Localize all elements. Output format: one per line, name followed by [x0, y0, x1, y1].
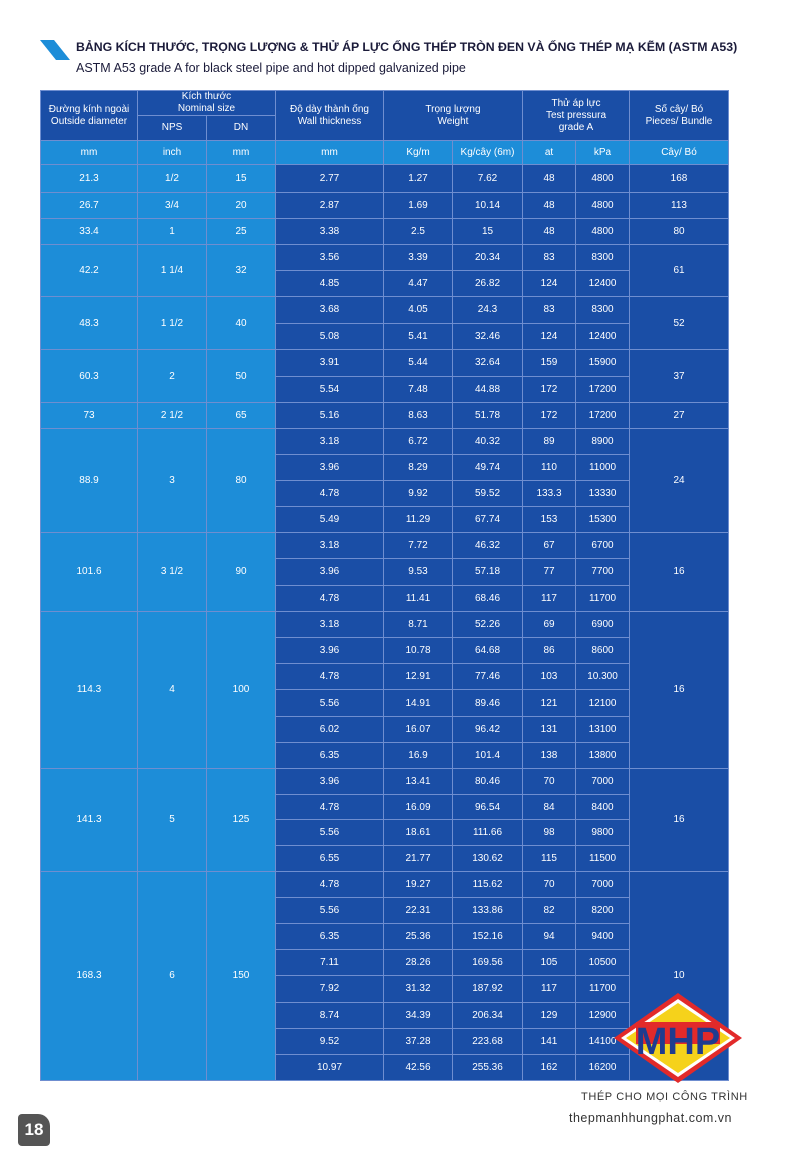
- pressure-at-cell: 48: [523, 193, 576, 219]
- weight-kg-m-cell: 16.09: [384, 794, 453, 820]
- dn-cell: 150: [207, 871, 276, 1080]
- weight-kg-piece-cell: 169.56: [453, 950, 523, 976]
- nps-cell: 3: [138, 429, 207, 533]
- pressure-at-cell: 110: [523, 455, 576, 481]
- wall-thickness-cell: 6.55: [276, 846, 384, 872]
- header-dn: DN: [207, 116, 276, 141]
- wall-thickness-cell: 3.96: [276, 638, 384, 664]
- pressure-at-cell: 124: [523, 271, 576, 297]
- wall-thickness-cell: 4.85: [276, 271, 384, 297]
- weight-kg-piece-cell: 89.46: [453, 690, 523, 716]
- table-row: [41, 403, 729, 429]
- table-row: [41, 871, 729, 897]
- pressure-at-cell: 117: [523, 585, 576, 611]
- wall-thickness-cell: 7.11: [276, 950, 384, 976]
- weight-kg-piece-cell: 77.46: [453, 664, 523, 690]
- nps-cell: 2 1/2: [138, 403, 207, 429]
- pressure-at-cell: 105: [523, 950, 576, 976]
- wall-thickness-cell: 3.18: [276, 429, 384, 455]
- table-row: [41, 165, 729, 193]
- weight-kg-m-cell: 4.47: [384, 271, 453, 297]
- weight-kg-piece-cell: 130.62: [453, 846, 523, 872]
- pressure-kpa-cell: 8300: [576, 245, 630, 271]
- weight-kg-piece-cell: 206.34: [453, 1002, 523, 1028]
- weight-kg-piece-cell: 80.46: [453, 768, 523, 794]
- wall-thickness-cell: 3.38: [276, 219, 384, 245]
- pressure-at-cell: 82: [523, 898, 576, 924]
- header-test-pressure: Thử áp lực Test pressura grade A: [523, 91, 630, 141]
- dn-cell: 15: [207, 165, 276, 193]
- weight-kg-m-cell: 14.91: [384, 690, 453, 716]
- weight-kg-piece-cell: 115.62: [453, 871, 523, 897]
- pressure-kpa-cell: 8400: [576, 794, 630, 820]
- wall-thickness-cell: 5.49: [276, 507, 384, 533]
- weight-kg-m-cell: 31.32: [384, 976, 453, 1002]
- unit-cell: inch: [138, 141, 207, 165]
- weight-kg-m-cell: 13.41: [384, 768, 453, 794]
- pressure-kpa-cell: 15300: [576, 507, 630, 533]
- weight-kg-m-cell: 37.28: [384, 1028, 453, 1054]
- mhp-logo: [614, 993, 742, 1083]
- weight-kg-m-cell: 10.78: [384, 638, 453, 664]
- page-number: 18: [18, 1114, 50, 1146]
- table-row: [41, 193, 729, 219]
- pressure-kpa-cell: 7700: [576, 559, 630, 585]
- pressure-kpa-cell: 8900: [576, 429, 630, 455]
- outside-diameter-cell: 141.3: [41, 768, 138, 871]
- weight-kg-m-cell: 8.29: [384, 455, 453, 481]
- wall-thickness-cell: 9.52: [276, 1028, 384, 1054]
- pressure-kpa-cell: 17200: [576, 403, 630, 429]
- pressure-at-cell: 83: [523, 297, 576, 324]
- weight-kg-m-cell: 16.9: [384, 742, 453, 768]
- outside-diameter-cell: 33.4: [41, 219, 138, 245]
- weight-kg-piece-cell: 44.88: [453, 376, 523, 403]
- weight-kg-piece-cell: 26.82: [453, 271, 523, 297]
- weight-kg-m-cell: 12.91: [384, 664, 453, 690]
- wall-thickness-cell: 3.96: [276, 559, 384, 585]
- wall-thickness-cell: 5.56: [276, 898, 384, 924]
- pressure-kpa-cell: 11500: [576, 846, 630, 872]
- pressure-kpa-cell: 10500: [576, 950, 630, 976]
- pieces-bundle-cell: 52: [630, 297, 729, 350]
- pressure-at-cell: 159: [523, 350, 576, 377]
- wall-thickness-cell: 3.68: [276, 297, 384, 324]
- weight-kg-piece-cell: 64.68: [453, 638, 523, 664]
- weight-kg-m-cell: 5.41: [384, 323, 453, 350]
- weight-kg-piece-cell: 101.4: [453, 742, 523, 768]
- pressure-kpa-cell: 12400: [576, 323, 630, 350]
- dn-cell: 25: [207, 219, 276, 245]
- wall-thickness-cell: 5.16: [276, 403, 384, 429]
- table-row: [41, 533, 729, 559]
- weight-kg-m-cell: 16.07: [384, 716, 453, 742]
- wall-thickness-cell: 2.77: [276, 165, 384, 193]
- weight-kg-m-cell: 42.56: [384, 1054, 453, 1080]
- weight-kg-m-cell: 9.53: [384, 559, 453, 585]
- wall-thickness-cell: 5.56: [276, 820, 384, 846]
- weight-kg-piece-cell: 96.54: [453, 794, 523, 820]
- pressure-kpa-cell: 9800: [576, 820, 630, 846]
- weight-kg-piece-cell: 52.26: [453, 611, 523, 637]
- wall-thickness-cell: 5.56: [276, 690, 384, 716]
- nps-cell: 1 1/4: [138, 245, 207, 297]
- wall-thickness-cell: 3.96: [276, 455, 384, 481]
- pressure-kpa-cell: 12400: [576, 271, 630, 297]
- weight-kg-m-cell: 25.36: [384, 924, 453, 950]
- weight-kg-m-cell: 3.39: [384, 245, 453, 271]
- pressure-at-cell: 83: [523, 245, 576, 271]
- wall-thickness-cell: 3.91: [276, 350, 384, 377]
- pieces-bundle-cell: 16: [630, 611, 729, 768]
- wall-thickness-cell: 3.18: [276, 611, 384, 637]
- weight-kg-m-cell: 19.27: [384, 871, 453, 897]
- pressure-at-cell: 70: [523, 768, 576, 794]
- pressure-at-cell: 162: [523, 1054, 576, 1080]
- outside-diameter-cell: 101.6: [41, 533, 138, 612]
- outside-diameter-cell: 21.3: [41, 165, 138, 193]
- header-wall-thickness: Độ dày thành ống Wall thickness: [276, 91, 384, 141]
- weight-kg-piece-cell: 7.62: [453, 165, 523, 193]
- pressure-at-cell: 153: [523, 507, 576, 533]
- weight-kg-piece-cell: 15: [453, 219, 523, 245]
- nps-cell: 3/4: [138, 193, 207, 219]
- dn-cell: 50: [207, 350, 276, 403]
- pressure-kpa-cell: 6900: [576, 611, 630, 637]
- weight-kg-m-cell: 21.77: [384, 846, 453, 872]
- wall-thickness-cell: 10.97: [276, 1054, 384, 1080]
- pressure-at-cell: 103: [523, 664, 576, 690]
- pressure-kpa-cell: 10.300: [576, 664, 630, 690]
- weight-kg-piece-cell: 187.92: [453, 976, 523, 1002]
- weight-kg-m-cell: 18.61: [384, 820, 453, 846]
- weight-kg-m-cell: 5.44: [384, 350, 453, 377]
- weight-kg-m-cell: 7.72: [384, 533, 453, 559]
- unit-cell: mm: [276, 141, 384, 165]
- weight-kg-m-cell: 1.27: [384, 165, 453, 193]
- page-subtitle: ASTM A53 grade A for black steel pipe and hot dipped galvanized pipe: [76, 61, 466, 75]
- wall-thickness-cell: 6.35: [276, 742, 384, 768]
- pressure-kpa-cell: 11000: [576, 455, 630, 481]
- pipe-spec-table: [40, 90, 729, 1081]
- pressure-at-cell: 138: [523, 742, 576, 768]
- unit-cell: Kg/m: [384, 141, 453, 165]
- pressure-at-cell: 131: [523, 716, 576, 742]
- table-row: [41, 611, 729, 637]
- header-nps: NPS: [138, 116, 207, 141]
- wall-thickness-cell: 4.78: [276, 664, 384, 690]
- pressure-at-cell: 133.3: [523, 481, 576, 507]
- wall-thickness-cell: 4.78: [276, 585, 384, 611]
- pressure-kpa-cell: 15900: [576, 350, 630, 377]
- wall-thickness-cell: 4.78: [276, 794, 384, 820]
- weight-kg-m-cell: 7.48: [384, 376, 453, 403]
- weight-kg-piece-cell: 46.32: [453, 533, 523, 559]
- dn-cell: 125: [207, 768, 276, 871]
- unit-cell: mm: [41, 141, 138, 165]
- weight-kg-piece-cell: 223.68: [453, 1028, 523, 1054]
- wall-thickness-cell: 4.78: [276, 871, 384, 897]
- weight-kg-m-cell: 8.71: [384, 611, 453, 637]
- dn-cell: 40: [207, 297, 276, 350]
- pressure-at-cell: 77: [523, 559, 576, 585]
- weight-kg-piece-cell: 24.3: [453, 297, 523, 324]
- pressure-at-cell: 117: [523, 976, 576, 1002]
- units-row: [41, 141, 729, 165]
- unit-cell: at: [523, 141, 576, 165]
- weight-kg-m-cell: 28.26: [384, 950, 453, 976]
- outside-diameter-cell: 114.3: [41, 611, 138, 768]
- header-pieces-bundle: Số cây/ Bó Pieces/ Bundle: [630, 91, 729, 141]
- wall-thickness-cell: 3.96: [276, 768, 384, 794]
- pressure-kpa-cell: 11700: [576, 585, 630, 611]
- outside-diameter-cell: 73: [41, 403, 138, 429]
- pieces-bundle-cell: 61: [630, 245, 729, 297]
- pieces-bundle-cell: 113: [630, 193, 729, 219]
- weight-kg-piece-cell: 10.14: [453, 193, 523, 219]
- pieces-bundle-cell: 16: [630, 533, 729, 612]
- page-title: BẢNG KÍCH THƯỚC, TRỌNG LƯỢNG & THỬ ÁP LỰC ỐNG THÉP TRÒN ĐEN VÀ ỐNG THÉP MẠ KẼM (ASTM A53): [76, 40, 738, 54]
- pressure-kpa-cell: 6700: [576, 533, 630, 559]
- wall-thickness-cell: 2.87: [276, 193, 384, 219]
- wall-thickness-cell: 6.02: [276, 716, 384, 742]
- weight-kg-piece-cell: 133.86: [453, 898, 523, 924]
- weight-kg-piece-cell: 255.36: [453, 1054, 523, 1080]
- nps-cell: 3 1/2: [138, 533, 207, 612]
- weight-kg-piece-cell: 57.18: [453, 559, 523, 585]
- pressure-kpa-cell: 8300: [576, 297, 630, 324]
- footer-slogan: THÉP CHO MỌI CÔNG TRÌNH: [581, 1091, 748, 1103]
- pressure-at-cell: 121: [523, 690, 576, 716]
- weight-kg-piece-cell: 49.74: [453, 455, 523, 481]
- pressure-at-cell: 94: [523, 924, 576, 950]
- dn-cell: 32: [207, 245, 276, 297]
- wall-thickness-cell: 6.35: [276, 924, 384, 950]
- pressure-kpa-cell: 7000: [576, 871, 630, 897]
- weight-kg-m-cell: 4.05: [384, 297, 453, 324]
- pieces-bundle-cell: 168: [630, 165, 729, 193]
- pieces-bundle-cell: 24: [630, 429, 729, 533]
- logo-text: MHP: [635, 1021, 721, 1063]
- weight-kg-piece-cell: 32.46: [453, 323, 523, 350]
- weight-kg-m-cell: 11.29: [384, 507, 453, 533]
- outside-diameter-cell: 88.9: [41, 429, 138, 533]
- weight-kg-m-cell: 34.39: [384, 1002, 453, 1028]
- pressure-at-cell: 69: [523, 611, 576, 637]
- weight-kg-m-cell: 11.41: [384, 585, 453, 611]
- nps-cell: 1 1/2: [138, 297, 207, 350]
- weight-kg-m-cell: 9.92: [384, 481, 453, 507]
- pressure-at-cell: 84: [523, 794, 576, 820]
- weight-kg-m-cell: 8.63: [384, 403, 453, 429]
- outside-diameter-cell: 168.3: [41, 871, 138, 1080]
- pressure-kpa-cell: 9400: [576, 924, 630, 950]
- nps-cell: 2: [138, 350, 207, 403]
- unit-cell: kPa: [576, 141, 630, 165]
- dn-cell: 90: [207, 533, 276, 612]
- nps-cell: 5: [138, 768, 207, 871]
- outside-diameter-cell: 42.2: [41, 245, 138, 297]
- table-row: [41, 768, 729, 794]
- pressure-kpa-cell: 7000: [576, 768, 630, 794]
- weight-kg-piece-cell: 32.64: [453, 350, 523, 377]
- dn-cell: 65: [207, 403, 276, 429]
- pressure-kpa-cell: 13330: [576, 481, 630, 507]
- pressure-kpa-cell: 4800: [576, 193, 630, 219]
- table-row: [41, 219, 729, 245]
- pressure-kpa-cell: 4800: [576, 165, 630, 193]
- weight-kg-piece-cell: 67.74: [453, 507, 523, 533]
- pressure-kpa-cell: 11700: [576, 976, 630, 1002]
- unit-cell: Kg/cây (6m): [453, 141, 523, 165]
- weight-kg-piece-cell: 40.32: [453, 429, 523, 455]
- pressure-kpa-cell: 14100: [576, 1028, 630, 1054]
- wall-thickness-cell: 7.92: [276, 976, 384, 1002]
- wall-thickness-cell: 3.18: [276, 533, 384, 559]
- table-row: [41, 245, 729, 271]
- table-row: [41, 429, 729, 455]
- weight-kg-piece-cell: 152.16: [453, 924, 523, 950]
- pressure-kpa-cell: 8200: [576, 898, 630, 924]
- pressure-kpa-cell: 8600: [576, 638, 630, 664]
- wall-thickness-cell: 5.08: [276, 323, 384, 350]
- table-row: [41, 297, 729, 324]
- pressure-at-cell: 89: [523, 429, 576, 455]
- pressure-at-cell: 70: [523, 871, 576, 897]
- pressure-kpa-cell: 17200: [576, 376, 630, 403]
- header-outside-diameter: Đường kính ngoài Outside diameter: [41, 91, 138, 141]
- dn-cell: 80: [207, 429, 276, 533]
- dn-cell: 20: [207, 193, 276, 219]
- table-row: [41, 350, 729, 377]
- pressure-at-cell: 172: [523, 376, 576, 403]
- wall-thickness-cell: 5.54: [276, 376, 384, 403]
- pressure-at-cell: 98: [523, 820, 576, 846]
- pressure-kpa-cell: 4800: [576, 219, 630, 245]
- pieces-bundle-cell: 10: [630, 871, 729, 1080]
- pieces-bundle-cell: 16: [630, 768, 729, 871]
- nps-cell: 6: [138, 871, 207, 1080]
- pressure-kpa-cell: 12100: [576, 690, 630, 716]
- dn-cell: 100: [207, 611, 276, 768]
- weight-kg-piece-cell: 59.52: [453, 481, 523, 507]
- weight-kg-piece-cell: 111.66: [453, 820, 523, 846]
- pressure-at-cell: 48: [523, 165, 576, 193]
- weight-kg-piece-cell: 51.78: [453, 403, 523, 429]
- pressure-kpa-cell: 12900: [576, 1002, 630, 1028]
- pressure-at-cell: 172: [523, 403, 576, 429]
- wall-thickness-cell: 8.74: [276, 1002, 384, 1028]
- nps-cell: 1: [138, 219, 207, 245]
- pressure-at-cell: 141: [523, 1028, 576, 1054]
- unit-cell: Cây/ Bó: [630, 141, 729, 165]
- outside-diameter-cell: 48.3: [41, 297, 138, 350]
- pressure-at-cell: 48: [523, 219, 576, 245]
- pieces-bundle-cell: 80: [630, 219, 729, 245]
- nps-cell: 4: [138, 611, 207, 768]
- pieces-bundle-cell: 37: [630, 350, 729, 403]
- pieces-bundle-cell: 27: [630, 403, 729, 429]
- weight-kg-piece-cell: 20.34: [453, 245, 523, 271]
- pressure-at-cell: 86: [523, 638, 576, 664]
- pressure-at-cell: 67: [523, 533, 576, 559]
- nps-cell: 1/2: [138, 165, 207, 193]
- weight-kg-m-cell: 22.31: [384, 898, 453, 924]
- weight-kg-piece-cell: 96.42: [453, 716, 523, 742]
- wall-thickness-cell: 3.56: [276, 245, 384, 271]
- pressure-kpa-cell: 16200: [576, 1054, 630, 1080]
- weight-kg-piece-cell: 68.46: [453, 585, 523, 611]
- pressure-kpa-cell: 13800: [576, 742, 630, 768]
- pressure-kpa-cell: 13100: [576, 716, 630, 742]
- title-stripe-icon: [40, 40, 70, 60]
- pressure-at-cell: 115: [523, 846, 576, 872]
- weight-kg-m-cell: 6.72: [384, 429, 453, 455]
- weight-kg-m-cell: 2.5: [384, 219, 453, 245]
- wall-thickness-cell: 4.78: [276, 481, 384, 507]
- header-nominal-size: Kích thước Nominal size: [138, 91, 276, 116]
- header-weight: Trọng lượng Weight: [384, 91, 523, 141]
- weight-kg-m-cell: 1.69: [384, 193, 453, 219]
- outside-diameter-cell: 60.3: [41, 350, 138, 403]
- pressure-at-cell: 129: [523, 1002, 576, 1028]
- footer-website[interactable]: thepmanhhungphat.com.vn: [569, 1111, 732, 1125]
- pressure-at-cell: 124: [523, 323, 576, 350]
- outside-diameter-cell: 26.7: [41, 193, 138, 219]
- unit-cell: mm: [207, 141, 276, 165]
